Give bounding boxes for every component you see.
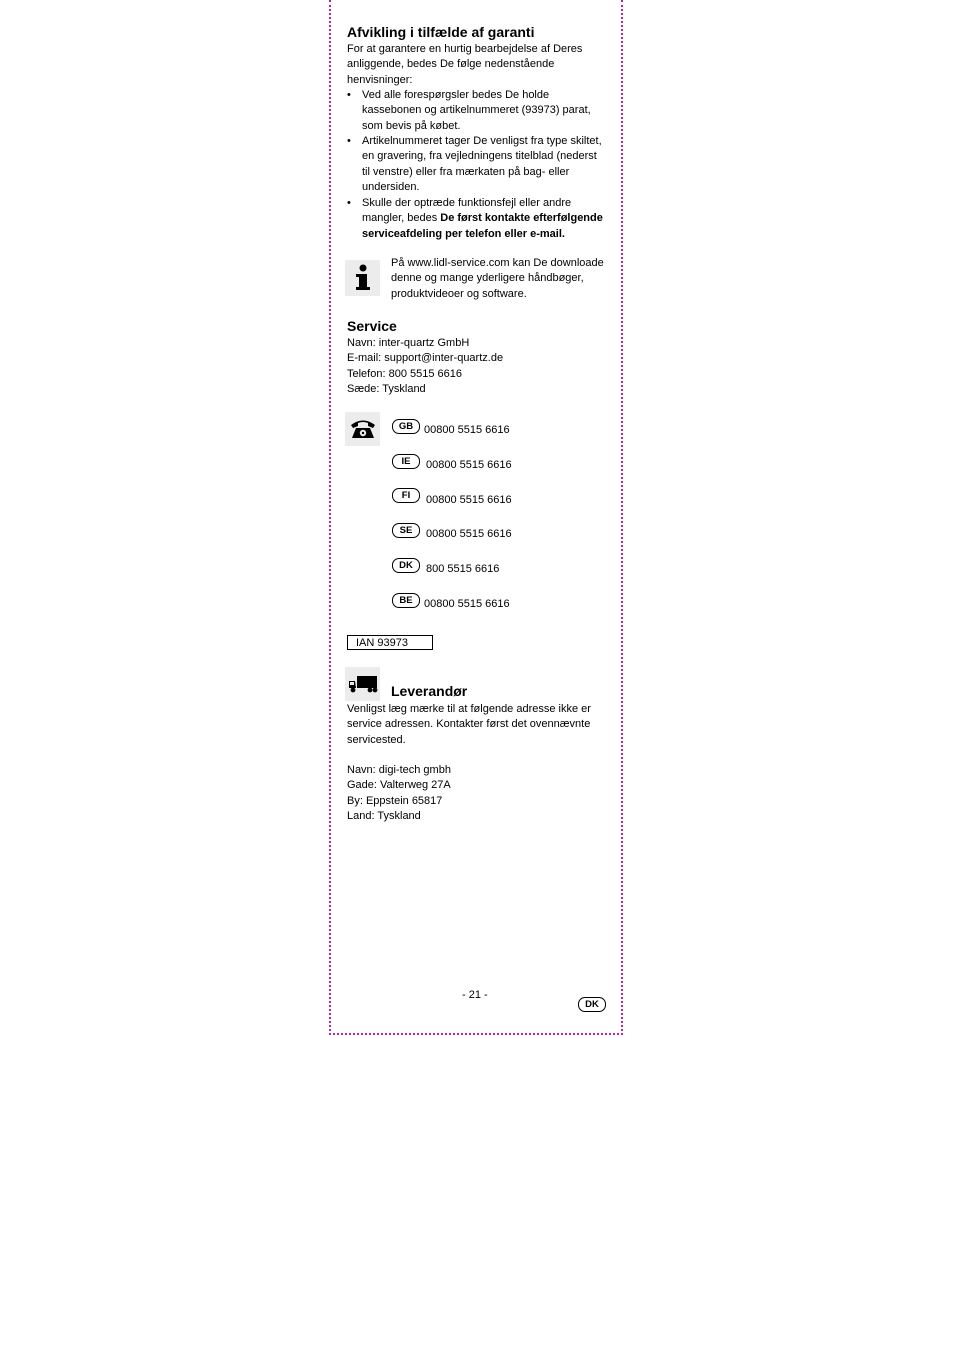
supplier-note xyxy=(347,702,617,748)
bullet-line: mangler, bedes De først kontakte efterfølgende xyxy=(362,212,603,225)
service-seat: Sæde: Tyskland xyxy=(347,382,426,395)
supplier-city: By: Eppstein 65817 xyxy=(347,794,443,807)
bullet-line: Artikelnummeret tager De venligst fra type skiltet, xyxy=(362,135,602,147)
info-note-text xyxy=(391,256,616,302)
hotline-number-ie: 00800 5515 6616 xyxy=(426,459,512,471)
supplier-note-line: service adressen. Kontakter først det ovennævnte xyxy=(347,718,591,731)
hotline-number-gb: 00800 5515 6616 xyxy=(424,424,510,436)
bullet-line xyxy=(362,227,612,242)
country-badge-dk: DK xyxy=(392,558,420,573)
supplier-note-line: servicested. xyxy=(347,733,406,746)
bullet-line: en gravering, fra vejledningens titelblad (nederst xyxy=(362,150,597,163)
ian-box: IAN 93973 xyxy=(347,635,433,650)
bullet-line: som bevis på købet. xyxy=(362,119,461,132)
supplier-country: Land: Tyskland xyxy=(347,809,421,822)
bullet-marker: • xyxy=(347,197,351,209)
service-details xyxy=(347,336,607,397)
warranty-title: Afvikling i tilfælde af garanti xyxy=(347,24,535,40)
hotline-number-be: 00800 5515 6616 xyxy=(424,598,510,610)
supplier-name: Navn: digi-tech gmbh xyxy=(347,764,451,776)
bullet-contact xyxy=(362,196,612,242)
info-line: På www.lidl-service.com kan De downloade xyxy=(391,257,604,269)
service-title: Service xyxy=(347,318,397,334)
bullet-marker: • xyxy=(347,135,351,147)
country-badge-fi: FI xyxy=(392,488,420,503)
warranty-intro-line: For at garantere en hurtig bearbejdelse af Deres xyxy=(347,43,583,55)
service-name: Navn: inter-quartz GmbH xyxy=(347,337,470,349)
info-icon xyxy=(345,260,380,296)
supplier-street: Gade: Valterweg 27A xyxy=(347,779,451,792)
page-number: - 21 - xyxy=(462,989,488,1001)
country-badge-gb: GB xyxy=(392,419,420,434)
country-badge-be: BE xyxy=(392,593,420,608)
bullet-line: kassebonen og artikelnummeret (93973) parat, xyxy=(362,104,591,117)
hotline-number-dk: 800 5515 6616 xyxy=(426,563,500,575)
hotline-number-fi: 00800 5515 6616 xyxy=(426,494,512,506)
service-email: E-mail: support@inter-quartz.de xyxy=(347,352,504,365)
bullet-line: undersiden. xyxy=(362,180,420,193)
country-badge-se: SE xyxy=(392,523,420,538)
truck-icon xyxy=(345,667,380,701)
warranty-intro-line: anliggende, bedes De følge nedenstående xyxy=(347,58,555,71)
bullet-article-number xyxy=(362,134,612,195)
supplier-title: Leverandør xyxy=(391,683,468,699)
bullet-line: til venstre) eller fra mærkaten på bag- eller xyxy=(362,165,570,178)
info-line: produktvideoer og software. xyxy=(391,287,527,300)
bullet-receipt xyxy=(362,88,612,134)
warranty-intro xyxy=(347,42,617,88)
bullet-marker: • xyxy=(347,89,351,101)
bullet-emphasis: De først kontakte efterfølgende xyxy=(440,212,603,225)
language-badge: DK xyxy=(578,997,606,1012)
bullet-line: Skulle der optræde funktionsfejl eller andre xyxy=(362,197,572,209)
bullet-emphasis: serviceafdeling per telefon eller e-mail. xyxy=(362,227,565,240)
hotline-number-se: 00800 5515 6616 xyxy=(426,528,512,540)
warranty-intro-line: henvisninger: xyxy=(347,73,413,86)
info-line: denne og mange yderligere håndbøger, xyxy=(391,272,584,285)
country-badge-ie: IE xyxy=(392,454,420,469)
supplier-note-line: Venligst læg mærke til at følgende adresse ikke er xyxy=(347,703,591,715)
supplier-address xyxy=(347,763,607,824)
bullet-line: Ved alle forespørgsler bedes De holde xyxy=(362,89,550,101)
service-phone: Telefon: 800 5515 6616 xyxy=(347,367,462,380)
telephone-icon xyxy=(345,412,380,446)
